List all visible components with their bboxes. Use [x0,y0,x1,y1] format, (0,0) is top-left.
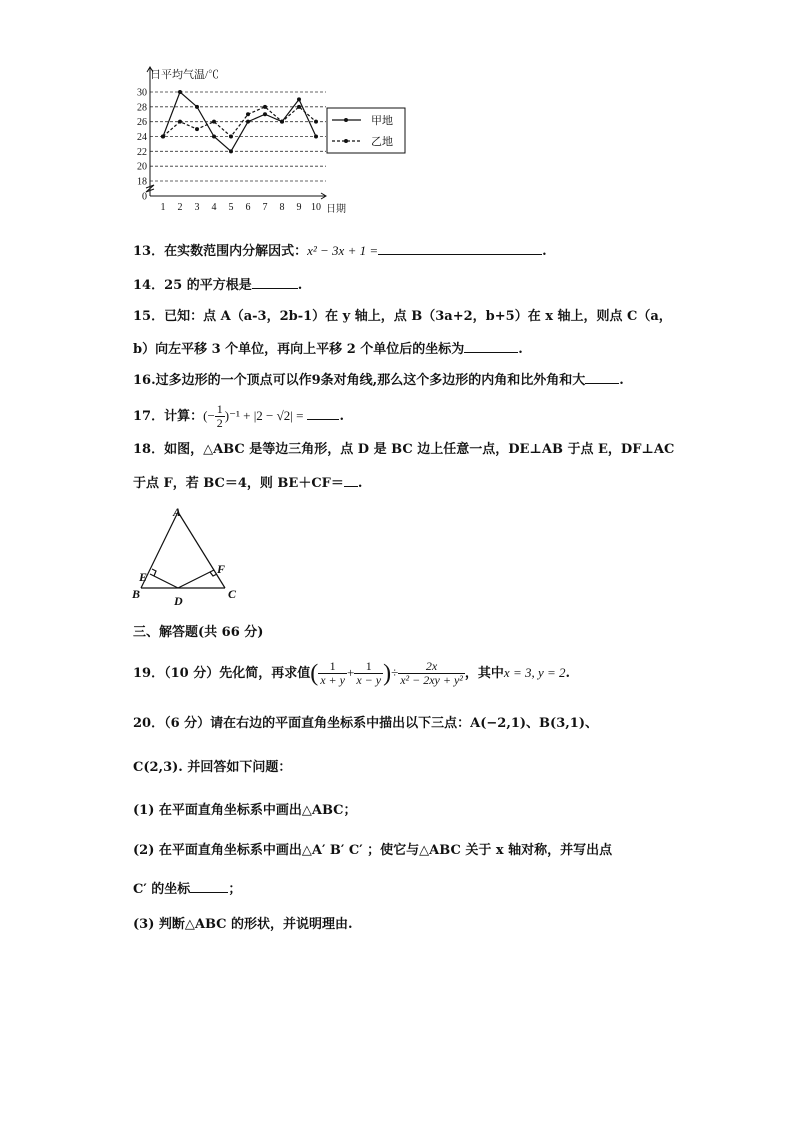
q19-f1-num: 1 [329,659,336,673]
triangle-figure [128,502,248,610]
x-tick-label: 5 [228,202,234,213]
y-tick-label: 28 [137,102,147,114]
q20-answer-blank[interactable] [190,880,228,893]
x-tick-label: 4 [211,202,217,213]
axis-break-mark [146,185,154,192]
q14-end: . [297,278,303,293]
q17-end: . [339,409,344,424]
q19-f3-num: 2x [425,659,438,673]
series-1-point [246,120,250,124]
q19-condition: x = 3, y = 2 [503,665,566,680]
q19-f3-den: x² − 2xy + y² [400,673,463,687]
chart-series [161,90,318,153]
question-20-line-2: C(2,3). 并回答如下问题： [133,760,292,775]
question-15-line-2 [133,340,523,358]
segment-de [150,574,178,588]
q17-fraction [215,403,225,430]
q17-number: 17． [133,409,165,424]
q16-end: . [619,373,624,388]
question-20-part-2-line-2 [133,880,241,898]
q14-number: 14． [133,278,165,293]
question-14 [133,276,302,294]
y-tick-label: 20 [137,161,147,173]
x-tick-label: 3 [194,202,200,213]
series-2-point [314,120,318,124]
chart-axes [137,67,326,213]
q13-math: x² − 3x + 1 = [307,243,379,258]
series-2-point [178,120,182,124]
temperature-line-chart [128,66,418,220]
q16-answer-blank[interactable] [585,371,619,384]
y-tick-label: 0 [142,191,147,203]
legend-box [327,108,405,153]
question-15-line-1: 15．已知：点 A（a-3，2b-1）在 y 轴上，点 B（3a+2，b+5）在 x 轴上，则点 C（a， [133,309,672,324]
label-e: E [139,570,148,584]
q19-f1-den: x + y [320,673,345,687]
segment-df [178,570,214,588]
q20-p2b-end: ； [228,882,242,897]
q19-f2-num: 1 [365,659,372,673]
q13-number: 13． [133,244,165,259]
q15-end: . [518,342,523,357]
section-3-heading: 三、解答题(共 66 分) [133,625,264,640]
question-20-part-3: (3) 判断△ABC 的形状，并说明理由. [133,917,353,932]
label-d: D [174,594,183,608]
legend-entry: 甲地 [371,115,393,127]
q19-open-paren: ( [310,660,319,687]
question-13 [133,242,547,260]
q18-line-2-text: 于点 F，若 BC＝4，则 BE＋CF＝ [133,476,344,491]
series-1-point [195,105,199,109]
label-c: C [228,587,237,601]
chart-x-axis-label: 日期 [326,204,346,215]
q17-expr-b: )⁻¹ + |2 − √2| = [224,408,304,423]
q13-end: . [542,244,547,259]
q20-p2b-text: C′ 的坐标 [133,882,191,897]
series-2-point [161,135,165,139]
series-1-point [314,135,318,139]
q19-div: ÷ [391,665,399,680]
q19-lead: 19．（10 分）先化简，再求值 [133,666,311,681]
q17-answer-blank[interactable] [307,407,339,420]
chart-y-axis-label: 日平均气温/℃ [150,69,220,81]
q14-answer-blank[interactable] [252,276,298,289]
q13-text: 在实数范围内分解因式： [164,244,308,259]
series-2-point [229,135,233,139]
q19-fraction-2 [354,660,383,687]
q13-answer-blank[interactable] [378,242,542,255]
q15-line-2-text: b）向左平移 3 个单位，再向上平移 2 个单位后的坐标为 [133,342,465,357]
series-1-point [212,135,216,139]
x-tick-label: 7 [262,202,268,213]
q17-text: 计算： [164,409,204,424]
q19-end: . [565,666,571,681]
series-1-point [263,112,267,116]
q18-answer-blank[interactable] [344,474,358,487]
x-tick-label: 2 [177,202,183,213]
series-2-point [297,105,301,109]
series-2-point [246,112,250,116]
q16-text: 16.过多边形的一个顶点可以作9条对角线,那么这个多边形的内角和比外角和大 [133,373,586,388]
x-tick-label: 9 [296,202,302,213]
x-tick-label: 1 [160,202,166,213]
legend-entry: 乙地 [371,136,393,148]
question-18-line-1: 18．如图，△ABC 是等边三角形，点 D 是 BC 边上任意一点，DE⊥AB 于点 E，DF⊥AC [133,442,675,457]
series-2-point [280,120,284,124]
q19-plus: + [346,665,355,680]
x-tick-label: 6 [245,202,251,213]
chart-legend [327,108,405,153]
y-tick-label: 22 [137,146,147,158]
series-1-point [229,149,233,153]
q19-close-paren: ) [383,660,392,687]
question-17 [133,401,344,432]
y-tick-label: 30 [137,87,147,99]
q14-text: 25 的平方根是 [164,278,252,293]
y-tick-label: 24 [137,132,147,143]
q19-fraction-1 [318,660,347,687]
series-1-point [178,90,182,94]
question-19 [133,656,570,691]
q17-fraction-numerator: 1 [216,402,223,416]
q19-fraction-3 [398,660,465,687]
x-tick-label: 10 [311,202,321,213]
q17-expr-a: (− [203,408,215,423]
y-tick-label: 18 [137,176,147,188]
legend-swatch-point [344,118,348,122]
q19-f2-den: x − y [356,673,382,687]
q19-tail: ，其中 [464,666,504,681]
legend-swatch-point [344,139,348,143]
label-a: A [173,505,182,519]
question-20-part-2-line-1: (2) 在平面直角坐标系中画出△A′ B′ C′ ；使它与△ABC 关于 x 轴对称，并写出点 [133,843,613,858]
q17-fraction-denominator: 2 [216,416,223,430]
label-b: B [132,587,141,601]
question-16 [133,371,624,389]
question-18-line-2 [133,474,362,492]
x-tick-label: 8 [279,202,285,213]
q18-end: . [357,476,363,491]
y-tick-label: 26 [137,117,147,129]
series-1-point [297,97,301,101]
label-f: F [217,562,226,576]
question-20-line-1: 20．（6 分）请在右边的平面直角坐标系中描出以下三点：A(−2,1)、B(3,1)、 [133,716,598,731]
series-2-point [263,105,267,109]
series-2-point [195,127,199,131]
question-20-part-1: (1) 在平面直角坐标系中画出△ABC； [133,803,357,818]
q15-answer-blank[interactable] [464,340,518,353]
series-2-point [212,120,216,124]
